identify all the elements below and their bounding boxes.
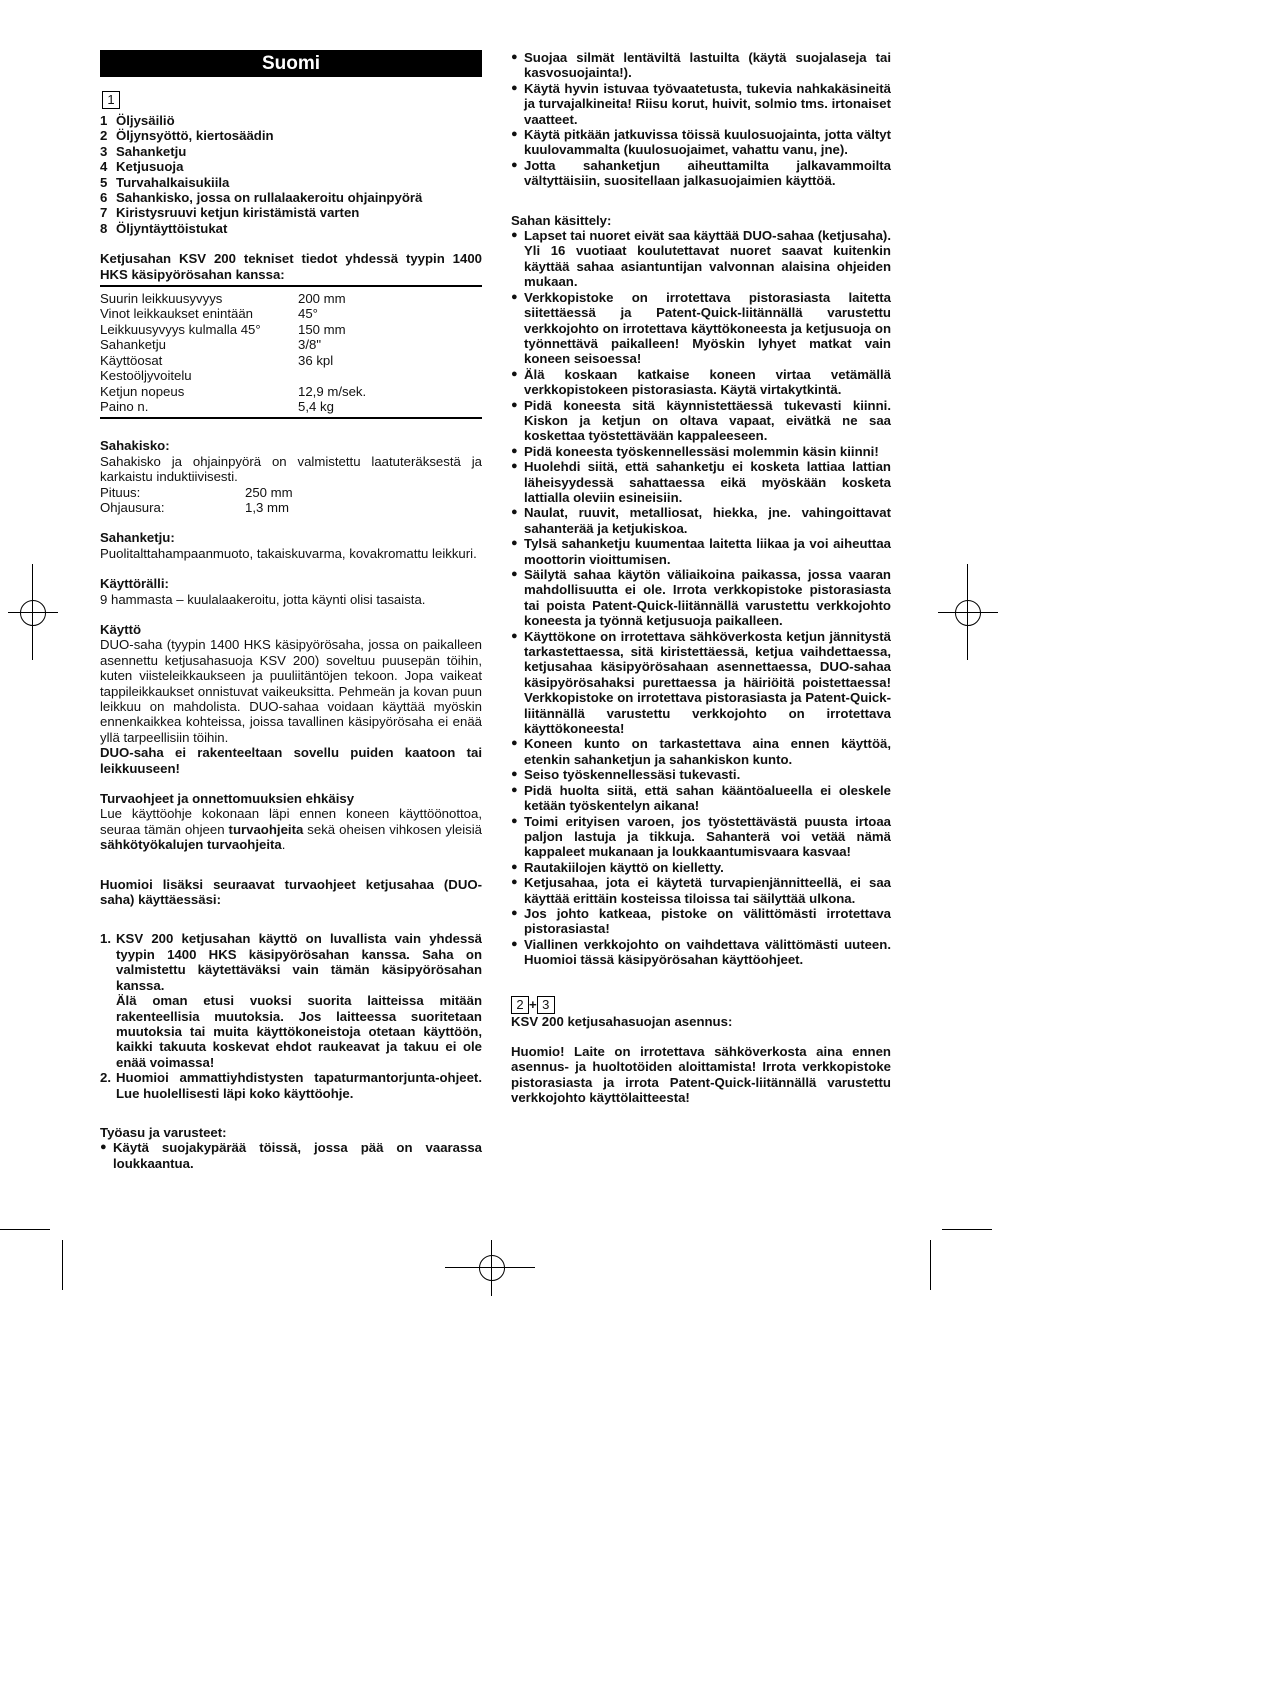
part-item <box>100 144 482 159</box>
bullet-item: ● Huolehdi siitä, että sahanketju ei kosketa lattiaa lattian läheisyydessä sahattaessa eikä myöskään kosketa lattialla oleviin esineisiin. <box>511 459 891 505</box>
bullet-item: ● Toimi erityisen varoen, jos työstettävästä puusta irtoaa paljon lastuja ja tikkuja. Sahanterä voi vetää nämä kappaleet mukanaan ja loukkaantumisvaara kasvaa! <box>511 814 891 860</box>
figure-plus: + <box>529 996 537 1012</box>
spec-value: 12,9 m/sek. <box>298 383 367 399</box>
asennus-heading: KSV 200 ketjusahasuojan asennus: <box>511 1013 733 1029</box>
item-text-2: Älä oman etusi vuoksi suorita laitteissa mitään rakenteellisia muutoksia. Jos laitteessa suoritetaan muutoksia tai muita käyttökoneistoja otetaan käyttöön, kaikki takuuta koskevat ehdot raukeavat ja takuu ei ole enää voimassa! <box>116 993 482 1070</box>
part-item <box>100 113 482 128</box>
asennus-text: Huomio! Laite on irrotettava sähköverkosta aina ennen asennus- ja huoltotöiden aloittamista! Irrota verkkopistoke pistorasiasta ja irrota Patent-Quick-liitännällä varustettu verkkojohto käyttölaitteesta! <box>511 1043 891 1106</box>
tyoasu-list-left <box>100 1140 482 1171</box>
item-text: Huomioi ammattiyhdistysten tapaturmantorjunta-ohjeet. Lue huolellisesti läpi koko käyttöohje. <box>116 1070 482 1101</box>
figure-1-label: 1 <box>102 91 120 109</box>
part-number: 2 <box>100 128 108 144</box>
spec-value: 45° <box>298 306 318 322</box>
tyoasu-list-right <box>511 50 891 189</box>
kaytto-warning: DUO-saha ei rakenteeltaan sovellu puiden kaatoon tai leikkuuseen! <box>100 745 482 776</box>
sahakisko-heading: Sahakisko: <box>100 438 170 454</box>
spec-value: 3/8" <box>298 337 322 353</box>
bullet-item: ● Jotta sahanketjun aiheuttamilta jalkavammoilta vältyttäisiin, suositellaan jalkasuojaimien käyttöä. <box>511 158 891 189</box>
part-label: Kiristysruuvi ketjun kiristämistä varten <box>116 205 360 221</box>
kaytto-text: DUO-saha (tyypin 1400 HKS käsipyörösaha, jossa on paikalleen asennettu ketjusahasuoja KSV 200) soveltuu puusepän töihin, kuten viisteleikkaukseen ja puuliitäntöjen tekoon. Jopa vaikeat tappileikkaukset onnistuvat vaikeuksitta. Pehmeän ja kovan puun leikkuu on mahdolista. DUO-sahaa voidaan käyttää myöskin ennenkaikkea kohteissa, joissa tavallinen käsipyörösaha ei enää yllä tarpeellisiin töihin. <box>100 637 482 745</box>
sahakisko-key: Ohjausura: <box>100 499 165 515</box>
kasittely-list <box>511 228 891 968</box>
part-number: 4 <box>100 159 108 175</box>
spec-value: 150 mm <box>298 321 346 337</box>
sahakisko-key: Pituus: <box>100 484 141 500</box>
bullet-item: ● Jos johto katkeaa, pistoke on välittömästi irrotettava pistorasiasta! <box>511 906 891 937</box>
bullet-item: ● Koneen kunto on tarkastettava aina ennen käyttöä, etenkin sahanketjun ja sahankiskon kunto. <box>511 736 891 767</box>
part-number: 8 <box>100 220 108 236</box>
bullet-item: ● Naulat, ruuvit, metalliosat, hiekka, jne. vahingoittavat sahanterää ja ketjukiskoa. <box>511 505 891 536</box>
spec-row <box>100 306 482 321</box>
sahakisko-value: 250 mm <box>245 484 293 500</box>
part-number: 5 <box>100 174 108 190</box>
part-number: 6 <box>100 190 108 206</box>
bullet-item: ● Pidä koneesta työskennellessäsi molemmin käsin kiinni! <box>511 444 891 459</box>
item-text: KSV 200 ketjusahan käyttö on luvallista vain yhdessä tyypin 1400 HKS käsipyörösahan kanssa. Saha on valmistettu käytettäväksi vain tämän käsipyörösahan kanssa. <box>116 931 482 993</box>
numbered-list <box>100 931 482 1100</box>
spec-value: 200 mm <box>298 291 346 307</box>
sahakisko-text: Sahakisko ja ohjainpyörä on valmistettu laatuteräksestä ja karkaistu induktiivisesti. <box>100 453 482 485</box>
bullet-item: ● Suojaa silmät lentäviltä lastuilta (käytä suojalaseja tai kasvosuojainta!). <box>511 50 891 81</box>
figure-2-3-label <box>511 996 891 1014</box>
left-column <box>100 50 482 1171</box>
part-label: Sahankisko, jossa on rullalaakeroitu ohjainpyörä <box>116 190 423 206</box>
turva-text-part: Lue käyttöohje kokonaan läpi ennen koneen käyttöönottoa, seuraa tämän ohjeen <box>100 806 482 837</box>
spec-row <box>100 384 482 399</box>
part-number: 1 <box>100 113 108 128</box>
turva-text-part: sekä oheisen vihkosen yleisiä <box>303 821 482 837</box>
spec-value: 36 kpl <box>298 352 334 368</box>
bullet-item: ● Käyttökone on irrotettava sähköverkosta ketjun jännitystä tarkastettaessa, sitä kiristettäessä, ketjua vaihdettaessa, ketjusahaa käsipyörösahaan asennettaessa, DUO-sahaa käsipyörösahaksi purettaessa ja häiriöitä poistettaessa! Verkkopistoke on irrotettava pistorasiasta ja Patent-Quick-liitännällä varustettu verkkojohto on irrotettava käyttökoneesta! <box>511 629 891 737</box>
sahakisko-table <box>100 485 293 516</box>
specs-table <box>100 291 482 414</box>
bullet-item: ● Seiso työskennellessäsi tukevasti. <box>511 767 891 782</box>
bullet-item: ● Pidä huolta siitä, että sahan kääntöalueella ei oleskele ketään työskentelyn aikana! <box>511 783 891 814</box>
bullet-item: ● Ketjusahaa, jota ei käytetä turvapienjännitteellä, ei saa käyttää erittäin kosteissa tiloissa tai säilyttää ulkona. <box>511 875 891 906</box>
turva-text-part: . <box>281 837 286 853</box>
spec-value <box>298 368 482 383</box>
parts-list <box>100 113 482 236</box>
spec-key: Paino n. <box>100 398 149 414</box>
kasittely-heading: Sahan käsittely: <box>511 212 612 228</box>
spec-row <box>100 368 482 383</box>
sahanketju-text: Puolitalttahampaanmuoto, takaiskuvarma, kovakromattu leikkuri. <box>100 545 477 561</box>
spec-value: 5,4 kg <box>298 398 334 414</box>
part-item <box>100 159 482 174</box>
item-number: 2. <box>100 1070 111 1086</box>
part-label: Öljynsyöttö, kiertosäädin <box>116 128 274 144</box>
right-column <box>511 50 891 1106</box>
spec-key: Ketjun nopeus <box>100 383 185 399</box>
specs-heading: Ketjusahan KSV 200 tekniset tiedot yhdessä tyypin 1400 HKS käsipyörösahan kanssa: <box>100 251 482 282</box>
spec-row <box>100 399 482 414</box>
figure-2-label: 2 <box>511 996 529 1014</box>
turva-heading: Turvaohjeet ja onnettomuuksien ehkäisy <box>100 791 355 807</box>
bullet-item: ● Käytä pitkään jatkuvissa töissä kuulosuojainta, jotta vältyt kuulovammalta (kuulosuojaimet, vahattu vanu, jne). <box>511 127 891 158</box>
bullet-item: ● Käytä suojakypärää töissä, jossa pää on vaarassa loukkaantua. <box>100 1140 482 1171</box>
part-number: 7 <box>100 205 108 221</box>
turva-bold-part: turvaohjeita <box>228 821 304 837</box>
part-item <box>100 128 482 143</box>
kayttoralli-heading: Käyttörälli: <box>100 576 169 592</box>
numbered-item <box>100 1070 482 1101</box>
sahakisko-value: 1,3 mm <box>245 499 289 515</box>
spec-row <box>100 291 482 306</box>
part-label: Turvahalkaisukiila <box>116 174 230 190</box>
sahakisko-row <box>100 500 293 515</box>
bullet-item: ● Viallinen verkkojohto on vaihdettava välittömästi uuteen. Huomioi tässä käsipyörösahan käyttöohjeet. <box>511 937 891 968</box>
item-number: 1. <box>100 931 111 947</box>
specs-bottom-rule <box>100 417 482 419</box>
huomioi-heading: Huomioi lisäksi seuraavat turvaohjeet ketjusahaa (DUO-saha) käyttäessäsi: <box>100 876 482 908</box>
spec-row <box>100 353 482 368</box>
part-label: Sahanketju <box>116 143 187 159</box>
spec-row <box>100 322 482 337</box>
bullet-item: ● Älä koskaan katkaise koneen virtaa vetämällä verkkopistokeen pistorasiasta. Käytä virtakytkintä. <box>511 367 891 398</box>
spec-key: Leikkuusyvyys kulmalla 45° <box>100 321 261 337</box>
part-item <box>100 205 482 220</box>
bullet-item: ● Lapset tai nuoret eivät saa käyttää DUO-sahaa (ketjusaha). Yli 16 vuotiaat koulutettavat nuoret saavat kuitenkin käyttää sahaa asiantuntijan valvonnan alaisina ohjeiden mukaan. <box>511 228 891 290</box>
bullet-item: ● Rautakiilojen käyttö on kielletty. <box>511 860 891 875</box>
part-label: Öljysäiliö <box>116 113 175 128</box>
turva-text <box>100 806 482 852</box>
kaytto-heading: Käyttö <box>100 621 142 637</box>
part-item <box>100 190 482 205</box>
figure-3-label: 3 <box>537 996 555 1014</box>
part-label: Öljyntäyttöistukat <box>116 220 228 236</box>
spec-key: Sahanketju <box>100 337 166 353</box>
sahakisko-row <box>100 485 293 500</box>
part-item <box>100 221 482 236</box>
spec-row <box>100 337 482 352</box>
bullet-item: ● Pidä koneesta sitä käynnistettäessä tukevasti kiinni. Kiskon ja ketjun on oltava vapaat, eivätkä ne saa koskettaa työstettävään kappaleeseen. <box>511 398 891 444</box>
bullet-item: ● Säilytä sahaa käytön väliaikoina paikassa, jossa vaaran mahdollisuutta ei ole. Irrota verkkopistoke pistorasiasta tai poista Patent-Quick-liitännällä varustettu verkkojohto koneesta ja työnnä ketjusuoja paikalleen. <box>511 567 891 629</box>
spec-key: Vinot leikkaukset enintään <box>100 306 253 322</box>
specs-top-rule <box>100 285 482 287</box>
tyoasu-heading: Työasu ja varusteet: <box>100 1124 227 1140</box>
bullet-item: ● Verkkopistoke on irrotettava pistorasiasta laitetta siitettäessä ja Patent-Quick-liitännällä varustettu verkkojohto on irrotettava käyttökoneesta ja ketjusuoja on työnnettävä paikalleen! Myöskin lyhyet matkat vain koneen seisoessa! <box>511 290 891 367</box>
numbered-item <box>100 931 482 1070</box>
turva-bold-part: sähkötyökalujen turvaohjeita <box>100 837 282 853</box>
part-label: Ketjusuoja <box>116 159 184 175</box>
bullet-item: ● Tylsä sahanketju kuumentaa laitetta liikaa ja voi aiheuttaa moottorin vioittumisen. <box>511 536 891 567</box>
bullet-item: ● Käytä hyvin istuvaa työvaatetusta, tukevia nahkakäsineitä ja turvajalkineita! Riisu korut, huivit, solmio tms. irtonaiset vaatteet. <box>511 81 891 127</box>
spec-key: Käyttöosat <box>100 352 163 368</box>
spec-key: Suurin leikkuusyvyys <box>100 291 223 307</box>
part-number: 3 <box>100 143 108 159</box>
spec-key: Kestoöljyvoitelu <box>100 368 192 384</box>
language-title-bar: Suomi <box>100 50 482 77</box>
part-item <box>100 175 482 190</box>
kayttoralli-text: 9 hammasta – kuulalaakeroitu, jotta käynti olisi tasaista. <box>100 591 426 607</box>
sahanketju-heading: Sahanketju: <box>100 530 175 546</box>
